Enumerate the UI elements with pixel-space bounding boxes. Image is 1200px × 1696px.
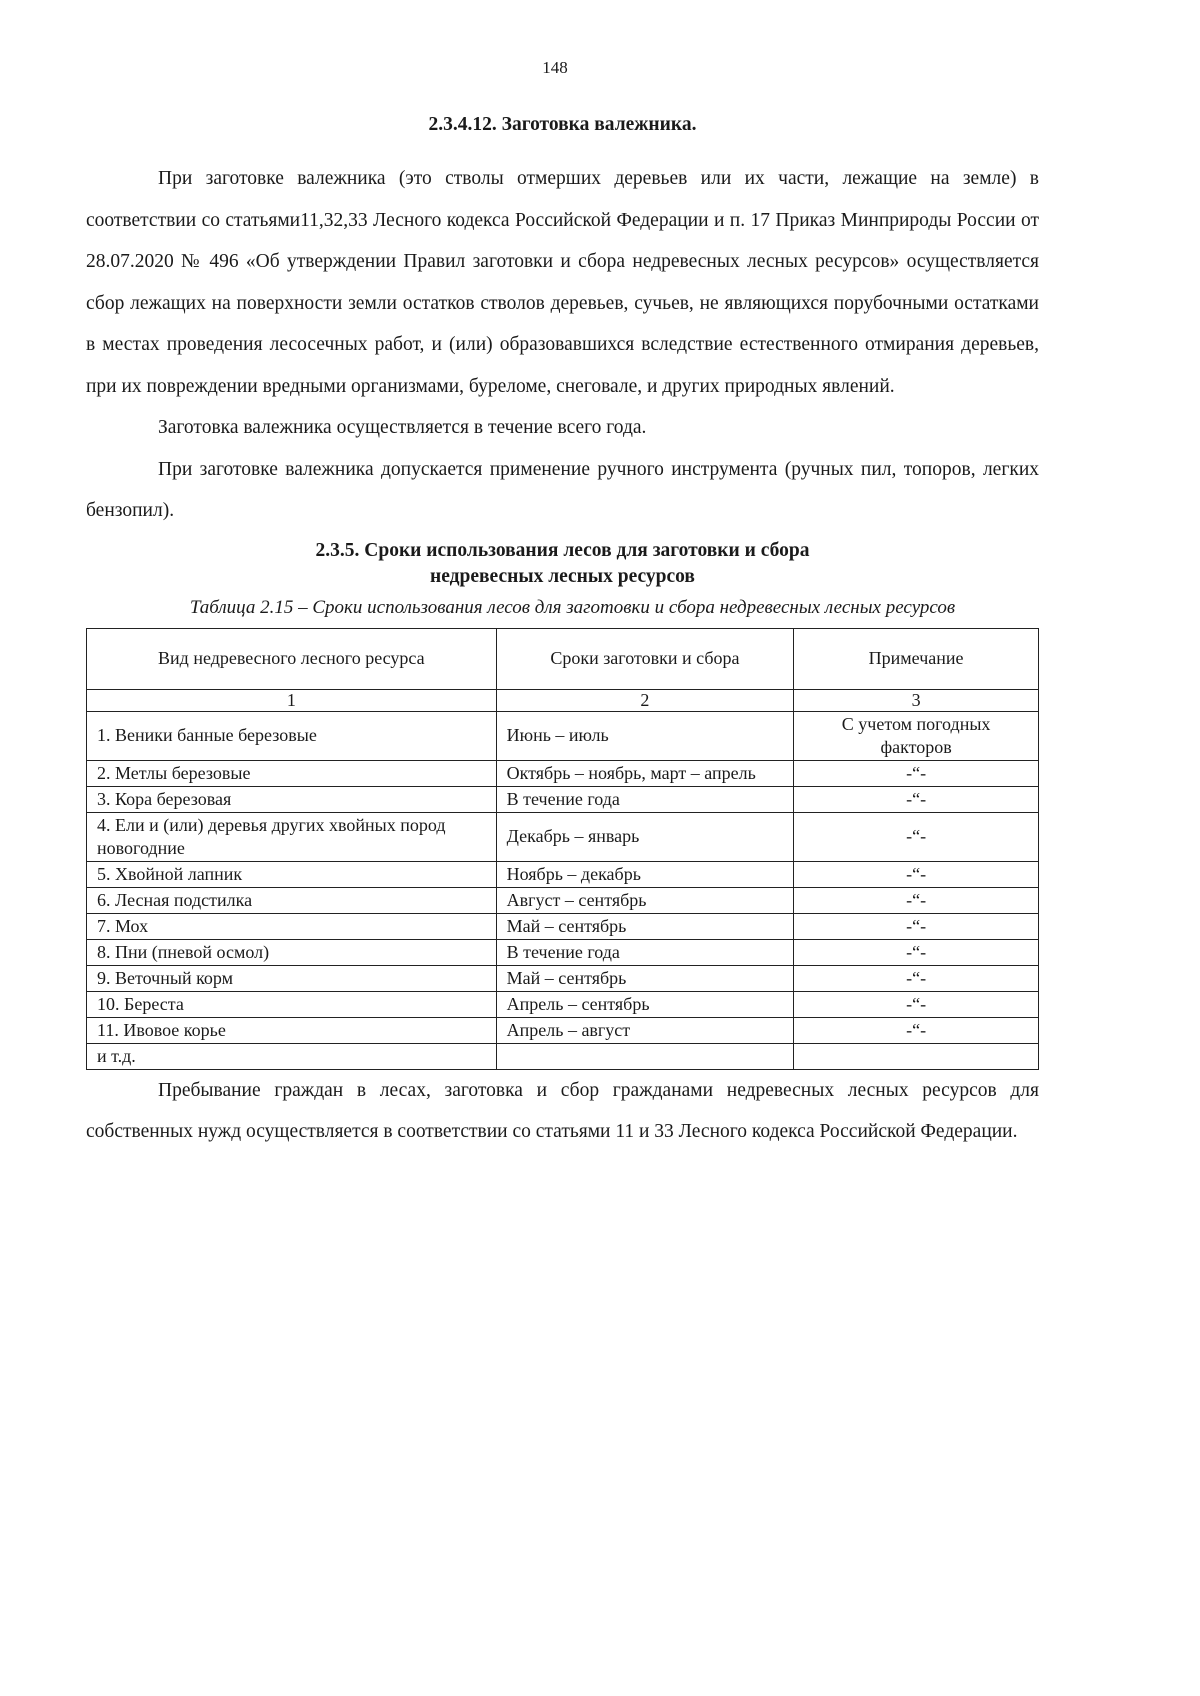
section-heading-line2: недревесных лесных ресурсов — [430, 565, 695, 587]
table-row — [87, 812, 1039, 861]
cell-note: -“- — [794, 786, 1039, 812]
table-header-row — [87, 628, 1039, 689]
cell-resource: 10. Береста — [87, 991, 497, 1017]
cell-note: -“- — [794, 1017, 1039, 1043]
cell-note: -“- — [794, 861, 1039, 887]
table-row — [87, 786, 1039, 812]
table-row — [87, 913, 1039, 939]
cell-terms: Май – сентябрь — [496, 965, 794, 991]
cell-terms: В течение года — [496, 939, 794, 965]
table-row — [87, 991, 1039, 1017]
cell-terms: Апрель – сентябрь — [496, 991, 794, 1017]
index-cell: 3 — [794, 689, 1039, 711]
section-heading-line1: 2.3.5. Сроки использования лесов для заготовки и сбора — [315, 539, 810, 561]
cell-note: -“- — [794, 939, 1039, 965]
cell-terms: Ноябрь – декабрь — [496, 861, 794, 887]
harvest-terms-table — [86, 628, 1039, 1070]
table-row — [87, 711, 1039, 760]
header-note: Примечание — [794, 628, 1039, 689]
paragraph-harvest-period: Заготовка валежника осуществляется в течение всего года. — [158, 417, 647, 438]
cell-resource: 1. Веники банные березовые — [87, 711, 497, 760]
cell-resource: 4. Ели и (или) деревья других хвойных пород новогодние — [87, 812, 497, 861]
header-harvest-terms: Сроки заготовки и сбора — [496, 628, 794, 689]
cell-terms — [496, 1043, 794, 1069]
page-number: 148 — [542, 58, 568, 77]
cell-terms: Май – сентябрь — [496, 913, 794, 939]
cell-note: С учетом погодных факторов — [794, 711, 1039, 760]
cell-resource: 3. Кора березовая — [87, 786, 497, 812]
cell-resource: и т.д. — [87, 1043, 497, 1069]
cell-terms: Декабрь – январь — [496, 812, 794, 861]
table-row — [87, 760, 1039, 786]
page-content — [86, 112, 1039, 1153]
table-row — [87, 939, 1039, 965]
paragraph-citizens-harvest: Пребывание граждан в лесах, заготовка и сбор гражданами недревесных лесных ресурсов для собственных нужд осуществляется в соответствии со статьями 11 и 33 Лесного кодекса Российской Федерации. — [86, 1079, 1039, 1142]
cell-resource: 11. Ивовое корье — [87, 1017, 497, 1043]
table-row — [87, 1017, 1039, 1043]
table-index-row — [87, 689, 1039, 711]
table-row — [87, 861, 1039, 887]
cell-terms: Октябрь – ноябрь, март – апрель — [496, 760, 794, 786]
table-row — [87, 887, 1039, 913]
cell-resource: 2. Метлы березовые — [87, 760, 497, 786]
cell-resource: 7. Мох — [87, 913, 497, 939]
cell-terms: В течение года — [496, 786, 794, 812]
index-cell: 1 — [87, 689, 497, 711]
cell-terms: Август – сентябрь — [496, 887, 794, 913]
cell-note: -“- — [794, 991, 1039, 1017]
cell-note: -“- — [794, 760, 1039, 786]
cell-terms: Июнь – июль — [496, 711, 794, 760]
cell-note: -“- — [794, 887, 1039, 913]
cell-resource: 9. Веточный корм — [87, 965, 497, 991]
table-row — [87, 965, 1039, 991]
cell-note: -“- — [794, 913, 1039, 939]
cell-note — [794, 1043, 1039, 1069]
table-body — [87, 711, 1039, 1069]
table-row — [87, 1043, 1039, 1069]
table-caption: Таблица 2.15 – Сроки использования лесов для заготовки и сбора недревесных лесных ресурсов — [189, 596, 956, 618]
cell-note: -“- — [794, 812, 1039, 861]
cell-resource: 8. Пни (пневой осмол) — [87, 939, 497, 965]
header-resource-type: Вид недревесного лесного ресурса — [87, 628, 497, 689]
cell-resource: 6. Лесная подстилка — [87, 887, 497, 913]
paragraph-fallen-wood-rules: При заготовке валежника (это стволы отмерших деревьев или их части, лежащие на земле) в соответствии со статьями11,32,33 Лесного кодекса Российской Федерации и п. 17 Приказ Минприроды России от 28.07.2020 № 496 «Об утверждении Правил заготовки и сбора недревесных лесных ресурсов» осуществляется сбор лежащих на поверхности земли остатков стволов деревьев, сучьев, не являющихся порубочными остатками в местах проведения лесосечных работ, и (или) образовавшихся вследствие естественного отмирания деревьев, при их повреждении вредными организмами, буреломе, снеговале, и других природных явлений. — [86, 168, 1039, 397]
cell-terms: Апрель – август — [496, 1017, 794, 1043]
section-heading-harvest-terms — [86, 538, 1039, 590]
cell-resource: 5. Хвойной лапник — [87, 861, 497, 887]
section-heading-fallen-wood: 2.3.4.12. Заготовка валежника. — [428, 114, 697, 135]
index-cell: 2 — [496, 689, 794, 711]
cell-note: -“- — [794, 965, 1039, 991]
paragraph-tools-allowed: При заготовке валежника допускается применение ручного инструмента (ручных пил, топоров, легких бензопил). — [86, 458, 1039, 521]
